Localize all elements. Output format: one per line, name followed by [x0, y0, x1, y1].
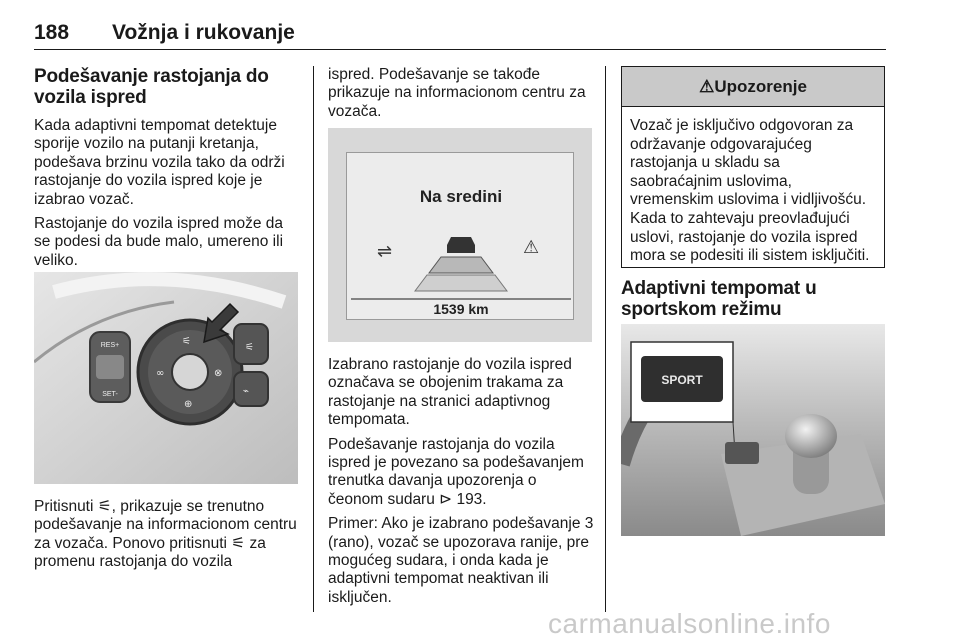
page-header [34, 18, 886, 50]
paragraph-adjust: Rastojanje do vozila ispred može da se podesi da bude malo, umereno ili veliko. [34, 215, 284, 269]
paragraph-collision-link: Podešavanje rastojanja do vozila ispred je povezano sa podešavanjem trenutka davanja upozorenja o čeonom sudaru ⊳ 193. [328, 435, 584, 508]
svg-text:⌁: ⌁ [243, 386, 250, 397]
svg-text:⚟: ⚟ [245, 342, 254, 353]
steering-wheel-illustration [34, 272, 298, 484]
warning-title: Upozorenje [714, 77, 807, 96]
page-number: 188 [34, 21, 70, 44]
paragraph-detect: Kada adaptivni tempomat detektuje sporije vozilo na putanji kretanja, podešava brzinu vozila tako da održi rastojanje do vozila ispred koje je izabrao vozač. [34, 117, 285, 208]
column-divider-2 [605, 66, 606, 612]
warning-box [621, 66, 885, 268]
column-1-bottom [34, 498, 302, 572]
set-label: SET- [102, 391, 118, 398]
paragraph-selected-distance: Izabrano rastojanje do vozila ispred označava se obojenim trakama za rastojanje na stranici adaptivnog tempomata. [328, 356, 572, 429]
traffic-sign-icon: ⇌ [377, 241, 393, 262]
odometer-value: 1539 km [433, 301, 489, 317]
column-3 [621, 278, 887, 320]
paragraph-press: Pritisnuti ⚟, prikazuje se trenutno podešavanje na informacionom centru za vozača. Ponovo pritisnuti ⚟ za promenu rastojanja do vozila [34, 498, 297, 571]
column-2-bottom [328, 356, 594, 607]
steering-wheel-controls-figure [34, 272, 298, 484]
distance-mode-label: Na sredini [419, 187, 503, 206]
section-heading-distance: Podešavanje rastojanja do vozila ispred [34, 66, 269, 108]
warning-icon: ⚠ [699, 77, 715, 96]
paragraph-continued: ispred. Podešavanje se takođe prikazuje na informacionom centru za vozača. [328, 66, 586, 120]
res-label: RES+ [100, 342, 120, 349]
warning-text: Vozač je isključivo odgovoran za održavanje odgovarajućeg rastojanja u skladu sa saobraćajnim uslovima, vremenskim uslovima i vidljivošću. Kada to zahtevaju preovlađujući uslovi, rastojanje do vozila ispred mora se podesiti ili sistem isključiti. [630, 117, 870, 265]
paragraph-example: Primer: Ako je izabrano podešavanje 3 (rano), vozač se upozorava ranije, pre mogućeg sudara, i onda kada je adaptivni tempomat neaktivan ili isključen. [328, 515, 594, 606]
column-1 [34, 66, 302, 270]
sport-button-label: SPORT [661, 373, 703, 387]
chapter-title: Vožnja i rukovanje [112, 21, 295, 44]
gear-console-illustration [621, 324, 885, 536]
warning-header [622, 67, 884, 107]
sport-mode-console-figure [621, 324, 885, 536]
driver-info-display-figure [328, 128, 592, 342]
display-screen [346, 152, 574, 320]
site-watermark: carmanualsonline.info [548, 608, 831, 639]
column-2 [328, 66, 594, 121]
distance-bars-illustration [347, 153, 575, 321]
svg-text:∞: ∞ [156, 368, 165, 379]
column-divider-1 [313, 66, 314, 612]
section-heading-sport: Adaptivni tempomat u sportskom režimu [621, 278, 817, 320]
collision-warning-icon: ⚠ [523, 237, 540, 258]
svg-text:⊗: ⊗ [214, 368, 223, 379]
svg-text:⚟: ⚟ [182, 336, 191, 347]
svg-text:⊕: ⊕ [184, 399, 193, 410]
